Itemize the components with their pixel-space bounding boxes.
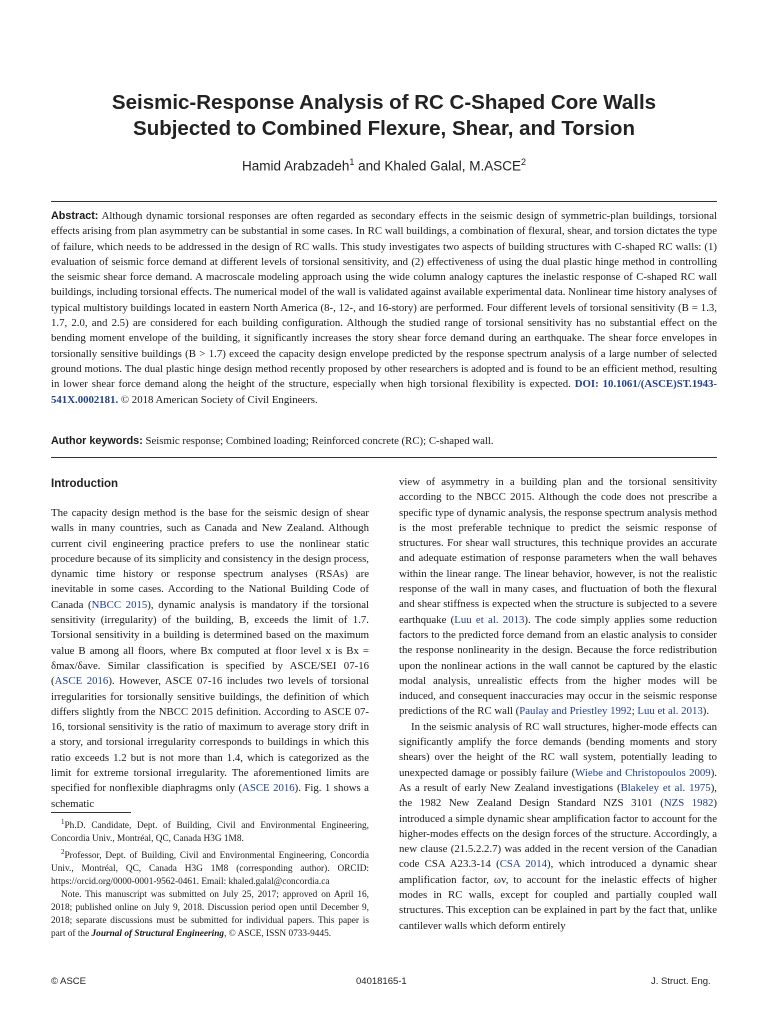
paragraph-text: ). The code simply applies some reduction factors to the predicted force demand from an elastic analysis to consider the response nonlinearity in the design. Because the force redistribution upon the nonlinear actions in the wall cannot be captured by the elastic modal analysis, unrealistic effects from the higher modes will be induced, and consequent inaccuracies may occur in the seismic response predictions of the RC wall ( bbox=[399, 613, 717, 718]
citation-link[interactable]: ASCE 2016 bbox=[54, 675, 109, 688]
author-2-affil: 2 bbox=[520, 157, 526, 167]
paragraph bbox=[399, 475, 717, 720]
section-heading-introduction: Introduction bbox=[51, 478, 119, 490]
abstract bbox=[51, 209, 717, 408]
paragraph-text: The capacity design method is the base for the seismic design of shear walls in many countries, such as Canada and New Zealand. Although current civil engineering practice prefers to use the nonlinear static procedure because of its simplicity and consistency in the design process, dynamic time history or response spectrum analyses (RSAs) are inevitable in some cases. According to the National Building Code of Canada ( bbox=[51, 507, 369, 611]
footer-page-number: 04018165-1 bbox=[356, 976, 407, 987]
paragraph-text: ). However, ASCE 07-16 includes two levels of torsional irregularities for torsionally sensitive buildings, the definition of which differs slightly from the NBCC 2015 definition. According to ASCE 07-16, torsional sensitivity is the ratio of maximum to average story drift in a story, and torsional irregularity corresponds to buildings in which this ratio exceeds 1.2 but is not more than 1.4, which is categorized as the limit for extreme torsional irregularity. The aforementioned limits are specified for nonflexible diaphragms only ( bbox=[51, 675, 369, 795]
paragraph-text: ), which introduced a dynamic shear amplification factor, ωv, to account for the inelastic effects of higher modes in RC walls, except for coupled and partially coupled wall structures. This exception can be explained in part by the fact that, unlike cantilever walls which deform entirely bbox=[399, 858, 717, 932]
paragraph bbox=[51, 506, 369, 812]
footnote-rule bbox=[51, 812, 131, 813]
author-line bbox=[40, 157, 728, 174]
citation-link[interactable]: Paulay and Priestley 1992 bbox=[519, 705, 632, 718]
note-text: , © ASCE, ISSN 0733-9445. bbox=[224, 929, 332, 940]
paragraph-text: ), the 1982 New Zealand Design Standard NZS 3101 ( bbox=[399, 781, 717, 810]
paragraph bbox=[399, 720, 717, 934]
footnote-text: Professor, Dept. of Building, Civil and Environmental Engineering, Concordia Univ., Montréal, QC, Canada H3G 1M8 (corresponding author). ORCID: https://orcid.org/0000-0001-9562-0461. Email: khaled.galal@concordia.ca bbox=[51, 851, 369, 888]
keywords-label: Author keywords: bbox=[51, 435, 143, 447]
paragraph-text: ). As a result of early New Zealand investigations ( bbox=[399, 766, 717, 794]
note-text: Note. This manuscript was submitted on July 25, 2017; approved on April 16, 2018; published online on July 9, 2018. Discussion period open until December 9, 2018; separate discussions must be submitted for individual papers. This paper is part of the bbox=[51, 890, 369, 940]
footer-journal: J. Struct. Eng. bbox=[651, 976, 711, 987]
author-2: Khaled Galal, M.ASCE bbox=[384, 158, 521, 174]
citation-link[interactable]: Wiebe and Christopoulos 2009 bbox=[575, 766, 711, 779]
citation-link[interactable]: CSA 2014 bbox=[499, 858, 547, 871]
abstract-text: Although dynamic torsional responses are often regarded as secondary effects in the seismic design of symmetric-plan buildings, torsional effects arising from plan asymmetry can be substantial in some cases. In RC wall buildings, a combination of flexural, shear, and torsion dictates the type of failure, which needs to be addressed in the design of RC walls. This study investigates two aspects of building structures with C-shaped RC walls: (1) evaluation of seismic force demand at different levels of torsional sensitivity, and (2) effectiveness of using the dual plastic hinge method in controlling the seismic shear force demand. A macroscale modeling approach using the wide column analogy captures the inelastic response of C-shaped RC wall buildings, including torsional effects. The numerical model of the wall is validated against available experimental data. Nonlinear time history analyses of typical multistory buildings located in eastern North America (8-, 12-, and 16-story) are performed. Four different levels of torsional sensitivity (B = 1.3, 1.7, 2.0, and 2.5) are considered for each building configuration. Although the studied range of torsional sensitivity has no substantial effect on the bending moment envelope of the building, it significantly increases the story shear force demand during an earthquake. The shear force envelopes in torsionally sensitive buildings (B > 1.7) exceed the capacity design envelope predicted by the response spectrum analysis of a large number of selected ground motions. The dual plastic hinge design method recently proposed by other researchers is adopted and is found to be an efficient method, resulting in lower shear force demand along the height of the structure, especially when high torsional flexibility is expected. bbox=[51, 210, 718, 391]
body-column-left bbox=[51, 506, 369, 812]
paragraph-text: view of asymmetry in a building plan and the torsional sensitivity according to the NBCC 2015. Although the code does not prescribe a specific type of dynamic analysis, the response spectrum analysis method is the most preferable technique to predict the seismic response of structures. For shear wall structures, this technique provides an accurate and adequate estimation of response parameters when the wall behaves within the linear range. The linear behavior, however, is not the realistic response of the wall in many cases, and fluctuation of both the flexural and shear stiffness is expected when the structure is subjected to a severe earthquake ( bbox=[399, 476, 717, 626]
citation-link[interactable]: NBCC 2015 bbox=[91, 598, 148, 611]
keywords-text: Seismic response; Combined loading; Reinforced concrete (RC); C-shaped wall. bbox=[145, 435, 494, 447]
author-1-affil: 1 bbox=[349, 157, 355, 167]
footnote-text: Ph.D. Candidate, Dept. of Building, Civil and Environmental Engineering, Concordia Univ., Montréal, QC, Canada H3G 1M8. bbox=[51, 821, 369, 845]
paragraph-text: ). Fig. 1 shows a schematic bbox=[51, 782, 369, 810]
footnote-2 bbox=[51, 846, 369, 889]
paper-title bbox=[40, 90, 728, 142]
body-column-right bbox=[399, 475, 717, 934]
doi-link[interactable]: 10.1061/(ASCE)ST.1943-541X.0002181. bbox=[51, 378, 718, 406]
citation-link[interactable]: Luu et al. 2013 bbox=[637, 705, 703, 718]
citation-link[interactable]: NZS 1982 bbox=[663, 797, 714, 810]
footnote-1 bbox=[51, 816, 369, 846]
abstract-top-rule bbox=[51, 201, 717, 202]
journal-name: Journal of Structural Engineering bbox=[91, 929, 225, 940]
paragraph-text: ; bbox=[631, 705, 638, 718]
citation-link[interactable]: Blakeley et al. 1975 bbox=[620, 781, 711, 794]
footnotes bbox=[51, 816, 369, 941]
doi-label: DOI: bbox=[574, 378, 599, 391]
author-conjunction: and bbox=[354, 158, 385, 174]
footnote-marker: 2 bbox=[61, 848, 65, 857]
citation-link[interactable]: Luu et al. 2013 bbox=[454, 613, 525, 626]
author-keywords bbox=[51, 435, 717, 447]
author-1: Hamid Arabzadeh bbox=[242, 158, 350, 174]
abstract-label: Abstract: bbox=[51, 210, 99, 222]
citation-link[interactable]: ASCE 2016 bbox=[242, 782, 295, 795]
title-line-1: Seismic-Response Analysis of RC C-Shaped Core Walls bbox=[111, 91, 657, 114]
paragraph-text: In the seismic analysis of RC wall structures, higher-mode effects can significantly amplify the force demands (bending moments and story shears) over the height of the RC wall system, potentially leading to unexpected damage or possibly failure ( bbox=[399, 720, 717, 779]
paragraph-text: ). bbox=[702, 705, 710, 718]
copyright: © 2018 American Society of Civil Engineers. bbox=[120, 393, 318, 406]
footer-publisher: © ASCE bbox=[51, 976, 86, 987]
submission-note bbox=[51, 889, 369, 941]
footnote-marker: 1 bbox=[61, 818, 65, 826]
paragraph-text: ), dynamic analysis is mandatory if the torsional sensitivity (irregularity) of the building, B, exceeds the limit of 1.7. Torsional sensitivity in a building is determined based on the maximum value B among all floors, where Bx computed at floor level x is Bx = δmax/δave. Similar classification is specified by ASCE/SEI 07-16 ( bbox=[51, 598, 370, 688]
title-line-2: Subjected to Combined Flexure, Shear, and Torsion bbox=[133, 117, 635, 140]
abstract-bottom-rule bbox=[51, 457, 717, 458]
paragraph-text: ) introduced a simple dynamic shear amplification factor to account for the higher-modes effects on the design forces of the structure. Accordingly, a new clause (21.5.2.2.7) was added in the recent version of the Canadian code CSA A23.3-14 ( bbox=[399, 797, 717, 871]
